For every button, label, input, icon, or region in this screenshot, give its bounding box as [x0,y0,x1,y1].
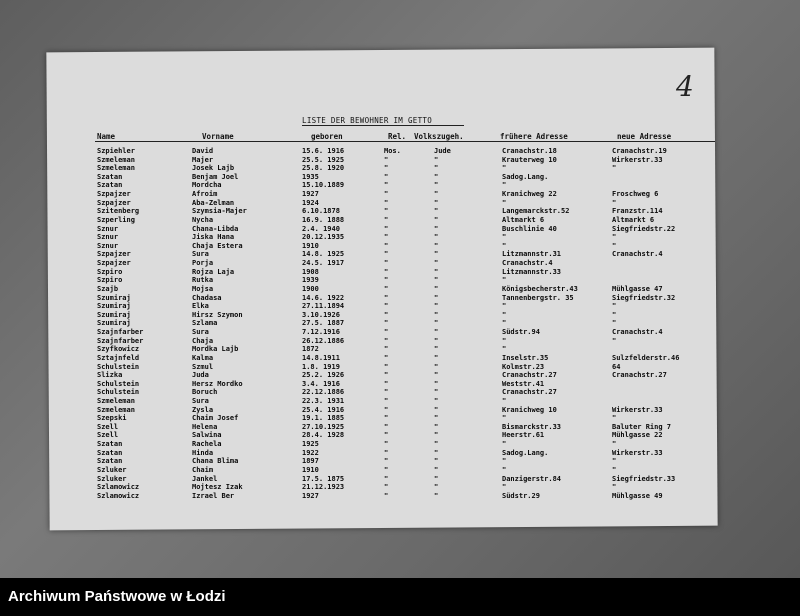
cell-name: Schulstein [97,379,140,388]
cell-name: Szyfkowicz [97,345,140,354]
cell-name: Szumiraj [97,293,131,302]
cell-born: 1927 [302,491,319,500]
cell-name: Szmeleman [97,396,135,405]
cell-nationality: " [434,448,439,457]
cell-name: Szperling [97,215,135,224]
cell-born: 3.4. 1916 [302,379,340,388]
cell-religion: " [384,293,389,302]
cell-nationality: " [434,267,439,276]
cell-religion: " [384,190,389,199]
cell-born: 27.10.1925 [302,422,345,431]
cell-new-address: Wirkerstr.33 [612,405,663,414]
cell-name: Szatan [97,172,123,181]
header-born: geboren [311,132,343,141]
cell-previous-address: Litzmannstr.31 [502,250,562,259]
cell-born: 6.10.1878 [302,207,340,216]
cell-new-address: Cranachstr.27 [612,371,667,380]
cell-new-address: " [612,465,617,474]
cell-previous-address: " [502,302,507,311]
cell-first-name: Afroim [192,190,218,199]
cell-previous-address: Kolmstr.23 [502,362,545,371]
cell-previous-address: " [502,457,507,466]
cell-religion: " [384,483,389,492]
cell-nationality: Jude [434,147,451,155]
cell-first-name: Mordcha [192,181,222,190]
cell-religion: " [384,181,389,190]
cell-name: Szpajzer [97,250,131,259]
cell-nationality: " [434,302,439,311]
cell-previous-address: Buschlinie 40 [502,224,557,233]
cell-previous-address: Inselstr.35 [502,353,549,362]
cell-religion: " [384,345,389,354]
cell-new-address: Wirkerstr.33 [612,155,663,164]
header-first-name: Vorname [202,132,234,141]
cell-religion: " [384,215,389,224]
cell-new-address: Siegfriedstr.22 [612,224,676,233]
cell-nationality: " [434,276,439,285]
cell-name: Szpiehler [97,147,135,155]
cell-nationality: " [434,440,439,449]
cell-new-address: Mühlgasse 47 [612,284,663,293]
cell-first-name: Salwina [192,431,222,440]
cell-first-name: Hirsz Szymon [192,310,243,319]
cell-previous-address: Altmarkt 6 [502,215,545,224]
cell-name: Szlamowicz [97,491,140,500]
cell-born: 25.4. 1916 [302,405,345,414]
cell-first-name: Benjam Joel [192,172,239,181]
cell-previous-address: Bismarckstr.33 [502,422,562,431]
cell-first-name: Chaja Estera [192,241,243,250]
cell-religion: " [384,379,389,388]
cell-name: Szmeleman [97,155,135,164]
cell-born: 14.8. 1925 [302,250,345,259]
cell-name: Szumiraj [97,319,131,328]
cell-previous-address: " [502,181,507,190]
cell-nationality: " [434,491,439,500]
cell-name: Szatan [97,181,123,190]
cell-born: 27.5. 1887 [302,319,345,328]
cell-religion: " [384,198,389,207]
cell-religion: " [384,233,389,242]
cell-first-name: Chaja [192,336,214,345]
cell-new-address: Franzstr.114 [612,207,663,216]
cell-religion: " [384,267,389,276]
cell-first-name: Szymsia-Majer [192,207,247,216]
cell-religion: " [384,276,389,285]
cell-nationality: " [434,345,439,354]
cell-first-name: Kalma [192,353,214,362]
cell-name: Szajb [97,284,119,293]
header-name: Name [97,132,116,141]
cell-previous-address: " [502,483,507,492]
cell-new-address: " [612,241,617,250]
cell-previous-address: Danzigerstr.84 [502,474,562,483]
cell-name: Sznur [97,241,119,250]
cell-born: 14.6. 1922 [302,293,345,302]
cell-born: 26.12.1886 [302,336,345,345]
cell-new-address: " [612,336,617,345]
cell-first-name: Chaim [192,465,214,474]
cell-religion: " [384,319,389,328]
cell-nationality: " [434,155,439,164]
cell-previous-address: Südstr.94 [502,328,540,337]
cell-nationality: " [434,414,439,423]
cell-first-name: Hinda [192,448,214,457]
cell-born: 1935 [302,172,319,181]
cell-nationality: " [434,284,439,293]
cell-religion: " [384,422,389,431]
cell-nationality: " [434,336,439,345]
cell-first-name: Mojtesz Izak [192,483,243,492]
cell-first-name: Boruch [192,388,218,397]
cell-born: 20.12.1935 [302,233,345,242]
cell-nationality: " [434,293,439,302]
cell-religion: " [384,155,389,164]
cell-previous-address: " [502,396,507,405]
cell-born: 7.12.1916 [302,328,340,337]
cell-name: Szluker [97,474,127,483]
cell-name: Szmeleman [97,164,135,173]
cell-nationality: " [434,181,439,190]
cell-first-name: Chadasa [192,293,222,302]
cell-nationality: " [434,250,439,259]
cell-first-name: Chana-Libda [192,224,239,233]
cell-born: 1897 [302,457,319,466]
cell-nationality: " [434,241,439,250]
cell-previous-address: " [502,164,507,173]
cell-first-name: Szlama [192,319,218,328]
cell-previous-address: " [502,198,507,207]
cell-name: Szluker [97,465,127,474]
cell-first-name: Rojza Laja [192,267,235,276]
cell-nationality: " [434,371,439,380]
cell-new-address: Mühlgasse 49 [612,491,663,500]
cell-religion: " [384,414,389,423]
cell-first-name: Elka [192,302,209,311]
cell-religion: " [384,396,389,405]
cell-born: 1925 [302,440,319,449]
cell-name: Szpiro [97,267,123,276]
header-previous-address: frühere Adresse [500,132,568,141]
header-religion: Rel. [388,132,407,141]
cell-born: 15.10.1889 [302,181,345,190]
cell-nationality: " [434,233,439,242]
cell-first-name: Nycha [192,215,214,224]
cell-new-address: " [612,483,617,492]
cell-nationality: " [434,379,439,388]
cell-new-address: " [612,198,617,207]
cell-previous-address: Tannenbergstr. 35 [502,293,574,302]
cell-new-address: Siegfriedstr.33 [612,474,676,483]
cell-new-address: Cranachstr.4 [612,250,663,259]
cell-previous-address: Heerstr.61 [502,431,545,440]
cell-religion: " [384,353,389,362]
cell-nationality: " [434,310,439,319]
cell-previous-address: Sadog.Lang. [502,172,549,181]
cell-born: 24.5. 1917 [302,259,345,268]
cell-first-name: Szmul [192,362,214,371]
cell-name: Szpajzer [97,198,131,207]
table-row [0,492,800,501]
cell-religion: " [384,474,389,483]
cell-previous-address: " [502,440,507,449]
page-number: 4 [676,70,694,103]
cell-first-name: Mojsa [192,284,214,293]
cell-first-name: Chaim Josef [192,414,239,423]
cell-born: 3.10.1926 [302,310,340,319]
cell-previous-address: " [502,241,507,250]
cell-first-name: Sura [192,328,209,337]
cell-first-name: Izrael Ber [192,491,235,500]
cell-nationality: " [434,422,439,431]
cell-born: 19.1. 1885 [302,414,345,423]
cell-name: Szepski [97,414,127,423]
cell-religion: " [384,448,389,457]
cell-nationality: " [434,483,439,492]
cell-first-name: Sura [192,396,209,405]
cell-name: Szpiro [97,276,123,285]
cell-born: 1924 [302,198,319,207]
cell-born: 22.3. 1931 [302,396,345,405]
cell-new-address: " [612,302,617,311]
cell-previous-address: " [502,276,507,285]
cell-religion: " [384,164,389,173]
cell-previous-address: Cranachstr.27 [502,371,557,380]
cell-born: 17.5. 1875 [302,474,345,483]
cell-previous-address: Litzmannstr.33 [502,267,562,276]
cell-name: Szumiraj [97,310,131,319]
cell-new-address: " [612,233,617,242]
cell-nationality: " [434,215,439,224]
cell-religion: " [384,431,389,440]
cell-religion: " [384,224,389,233]
cell-name: Szajnfarber [97,328,144,337]
cell-new-address: " [612,319,617,328]
cell-previous-address: Königsbecherstr.43 [502,284,578,293]
cell-first-name: Chana Blima [192,457,239,466]
cell-new-address: " [612,164,617,173]
cell-religion: " [384,465,389,474]
cell-new-address: Altmarkt 6 [612,215,655,224]
cell-previous-address: Südstr.29 [502,491,540,500]
cell-religion: " [384,457,389,466]
cell-first-name: David [192,147,214,155]
cell-religion: " [384,371,389,380]
header-nationality: Volkszugeh. [414,132,464,141]
cell-born: 2.4. 1940 [302,224,340,233]
cell-previous-address: Langemarckstr.52 [502,207,570,216]
cell-previous-address: Cranachstr.4 [502,259,553,268]
cell-nationality: " [434,207,439,216]
cell-first-name: Juda [192,371,209,380]
cell-name: Szpajzer [97,259,131,268]
document-title: LISTE DER BEWOHNER IM GETTO [302,116,433,125]
cell-born: 27.11.1894 [302,302,345,311]
cell-previous-address: " [502,345,507,354]
cell-born: 14.8.1911 [302,353,340,362]
cell-born: 25.8. 1920 [302,164,345,173]
cell-previous-address: " [502,414,507,423]
footer-bar [0,578,800,616]
cell-new-address: " [612,457,617,466]
header-new-address: neue Adresse [617,132,672,141]
cell-born: 1910 [302,465,319,474]
cell-nationality: " [434,224,439,233]
cell-new-address: Siegfriedstr.32 [612,293,676,302]
cell-new-address: Sulzfelderstr.46 [612,353,680,362]
cell-nationality: " [434,172,439,181]
cell-previous-address: " [502,465,507,474]
cell-first-name: Sura [192,250,209,259]
cell-name: Szatan [97,457,123,466]
cell-born: 16.9. 1888 [302,215,345,224]
cell-nationality: " [434,431,439,440]
cell-first-name: Zysla [192,405,214,414]
cell-nationality: " [434,396,439,405]
cell-religion: " [384,440,389,449]
cell-religion: " [384,207,389,216]
cell-first-name: Hersz Mordko [192,379,243,388]
cell-previous-address: " [502,310,507,319]
cell-religion: " [384,388,389,397]
cell-new-address: Froschweg 6 [612,190,659,199]
cell-nationality: " [434,405,439,414]
cell-previous-address: Kranichweg 10 [502,405,557,414]
cell-born: 1908 [302,267,319,276]
cell-first-name: Jankel [192,474,218,483]
cell-nationality: " [434,353,439,362]
cell-name: Szajnfarber [97,336,144,345]
cell-new-address: Wirkerstr.33 [612,448,663,457]
cell-religion: " [384,259,389,268]
cell-new-address: " [612,310,617,319]
cell-first-name: Mordka Lajb [192,345,239,354]
cell-nationality: " [434,474,439,483]
cell-religion: " [384,310,389,319]
cell-nationality: " [434,328,439,337]
cell-religion: " [384,302,389,311]
cell-new-address: Baluter Ring 7 [612,422,672,431]
cell-new-address: 64 [612,362,621,371]
cell-name: Sztajnfeld [97,353,140,362]
cell-nationality: " [434,164,439,173]
cell-nationality: " [434,190,439,199]
cell-religion: " [384,328,389,337]
cell-religion: " [384,362,389,371]
cell-name: Szmeleman [97,405,135,414]
cell-born: 1900 [302,284,319,293]
cell-nationality: " [434,362,439,371]
cell-name: Schulstein [97,388,140,397]
cell-religion: " [384,405,389,414]
cell-first-name: Aba-Zelman [192,198,235,207]
cell-first-name: Rachela [192,440,222,449]
cell-name: Sznur [97,224,119,233]
cell-nationality: " [434,198,439,207]
cell-nationality: " [434,388,439,397]
cell-name: Szpajzer [97,190,131,199]
cell-name: Szell [97,431,119,440]
cell-name: Szumiraj [97,302,131,311]
cell-nationality: " [434,465,439,474]
cell-nationality: " [434,319,439,328]
cell-previous-address: " [502,336,507,345]
archive-name: Archiwum Państwowe w Łodzi [8,588,226,605]
cell-previous-address: Krauterweg 10 [502,155,557,164]
cell-born: 1922 [302,448,319,457]
header-rule [95,141,715,142]
cell-first-name: Helena [192,422,218,431]
cell-name: Szitenberg [97,207,140,216]
cell-born: 22.12.1886 [302,388,345,397]
cell-religion: " [384,284,389,293]
cell-first-name: Josek Lajb [192,164,235,173]
cell-religion: " [384,172,389,181]
cell-previous-address: Cranachstr.18 [502,147,557,155]
cell-previous-address: Sadog.Lang. [502,448,549,457]
cell-religion: " [384,250,389,259]
cell-born: 25.2. 1926 [302,371,345,380]
cell-first-name: Porja [192,259,214,268]
cell-previous-address: Kranichweg 22 [502,190,557,199]
cell-previous-address: Cranachstr.27 [502,388,557,397]
cell-born: 21.12.1923 [302,483,345,492]
cell-born: 15.6. 1916 [302,147,345,155]
cell-born: 1927 [302,190,319,199]
cell-first-name: Jiska Hana [192,233,235,242]
cell-new-address: Mühlgasse 22 [612,431,663,440]
cell-new-address: " [612,414,617,423]
cell-religion: " [384,491,389,500]
cell-first-name: Majer [192,155,214,164]
cell-nationality: " [434,457,439,466]
cell-name: Szlamowicz [97,483,140,492]
cell-religion: Mos. [384,147,401,155]
cell-name: Szell [97,422,119,431]
cell-nationality: " [434,259,439,268]
cell-previous-address: " [502,319,507,328]
cell-name: Sznur [97,233,119,242]
cell-name: Schulstein [97,362,140,371]
title-underline [302,125,464,126]
cell-born: 1939 [302,276,319,285]
cell-name: Szatan [97,448,123,457]
cell-born: 28.4. 1928 [302,431,345,440]
cell-born: 1910 [302,241,319,250]
cell-born: 1.8. 1919 [302,362,340,371]
cell-first-name: Rutka [192,276,214,285]
cell-religion: " [384,336,389,345]
cell-born: 1872 [302,345,319,354]
cell-name: Slizka [97,371,123,380]
cell-religion: " [384,241,389,250]
cell-new-address: Cranachstr.19 [612,147,667,155]
cell-previous-address: Weststr.41 [502,379,545,388]
cell-previous-address: " [502,233,507,242]
cell-new-address: " [612,440,617,449]
cell-name: Szatan [97,440,123,449]
cell-new-address: Cranachstr.4 [612,328,663,337]
cell-born: 25.5. 1925 [302,155,345,164]
